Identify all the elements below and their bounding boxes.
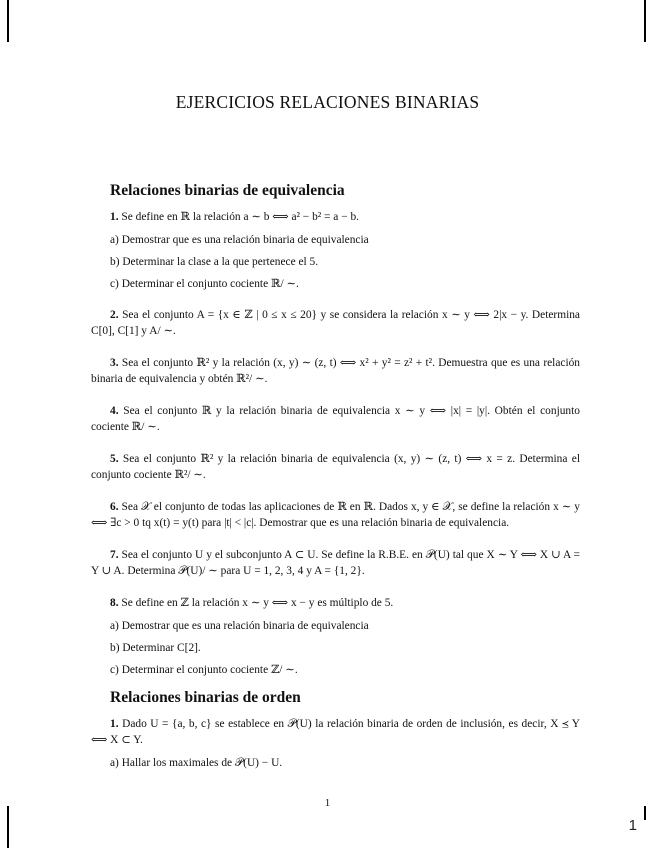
exercise-8-item-c: c) Determinar el conjunto cociente ℤ/ ∼. bbox=[110, 664, 298, 676]
exercise-text: Se define en ℝ la relación a ∼ b ⟺ a² − b² = a − b. bbox=[121, 211, 360, 223]
exercise-number: 8. bbox=[110, 597, 119, 609]
document-body bbox=[91, 181, 580, 777]
section-heading-equivalence: Relaciones binarias de equivalencia bbox=[110, 182, 345, 199]
exercise-6-statement bbox=[91, 499, 580, 531]
page-title: EJERCICIOS RELACIONES BINARIAS bbox=[175, 92, 480, 112]
crop-mark-bottom-left-vertical bbox=[7, 806, 9, 848]
exercise-1-item-a: a) Demostrar que es una relación binaria de equivalencia bbox=[110, 234, 369, 246]
exercise-1-item-b: b) Determinar la clase a la que pertenece el 5. bbox=[110, 256, 319, 268]
order-exercise-1-item-a: a) Hallar los maximales de 𝒫(U) − U. bbox=[110, 757, 283, 769]
exercise-text: Se define en ℤ la relación x ∼ y ⟺ x − y es múltiplo de 5. bbox=[121, 597, 394, 609]
exercise-text: Sea 𝒳 el conjunto de todas las aplicaciones de ℝ en ℝ. Dados x, y ∈ 𝒳, se define la relación x ∼ y ⟺ ∃c > 0 tq x(t) = y(t) para |t| < |c|. Demostrar que es una relación binaria de equivalencia. bbox=[91, 501, 580, 529]
exercise-text: Sea el conjunto ℝ² y la relación binaria de equivalencia (x, y) ∼ (z, t) ⟺ x = z. Determina el conjunto cociente ℝ²/ ∼. bbox=[91, 453, 580, 481]
exercise-text: Sea el conjunto ℝ² y la relación (x, y) ∼ (z, t) ⟺ x² + y² = z² + t². Demuestra que es una relación binaria de equivalencia y obtén ℝ²/ ∼. bbox=[91, 357, 580, 385]
exercise-3-statement bbox=[91, 355, 580, 387]
exercise-number: 2. bbox=[110, 309, 119, 321]
viewer-page-indicator: 1 bbox=[628, 817, 637, 834]
exercise-text: Sea el conjunto U y el subconjunto A ⊂ U. Se define la R.B.E. en 𝒫(U) tal que X ∼ Y ⟺ X ∪ A = Y ∪ A. Determina 𝒫(U)/ ∼ para U = 1, 2, 3, 4 y A = {1, 2}. bbox=[91, 549, 580, 577]
exercise-8-statement bbox=[91, 595, 580, 611]
exercise-8-item-a: a) Demostrar que es una relación binaria de equivalencia bbox=[110, 620, 369, 632]
exercise-text: Dado U = {a, b, c} se establece en 𝒫(U) la relación binaria de orden de inclusión, es decir, X ⪯ Y ⟺ X ⊂ Y. bbox=[91, 718, 580, 746]
exercise-text: Sea el conjunto ℝ y la relación binaria de equivalencia x ∼ y ⟺ |x| = |y|. Obtén el conjunto cociente ℝ/ ∼. bbox=[91, 405, 580, 433]
exercise-number: 6. bbox=[110, 501, 119, 513]
exercise-number: 3. bbox=[110, 357, 119, 369]
exercise-8-item-b: b) Determinar C[2]. bbox=[110, 642, 201, 654]
crop-mark-top-left-vertical bbox=[7, 0, 9, 42]
crop-mark-top-right-vertical bbox=[644, 0, 646, 42]
order-exercise-1-statement bbox=[91, 716, 580, 748]
exercise-1-item-c: c) Determinar el conjunto cociente ℝ/ ∼. bbox=[110, 278, 299, 290]
exercise-5-statement bbox=[91, 451, 580, 483]
exercise-number: 7. bbox=[110, 549, 119, 561]
exercise-text: Sea el conjunto A = {x ∈ ℤ | 0 ≤ x ≤ 20} y se considera la relación x ∼ y ⟺ 2|x − y. Determina C[0], C[1] y A/ ∼. bbox=[91, 309, 580, 337]
exercise-number: 4. bbox=[110, 405, 119, 417]
exercise-2-statement bbox=[91, 307, 580, 339]
exercise-number: 5. bbox=[110, 453, 119, 465]
exercise-number: 1. bbox=[110, 211, 119, 223]
exercise-7-statement bbox=[91, 547, 580, 579]
exercise-4-statement bbox=[91, 403, 580, 435]
section-heading-order: Relaciones binarias de orden bbox=[110, 689, 301, 706]
exercise-number: 1. bbox=[110, 718, 119, 730]
exercise-1-statement bbox=[91, 209, 580, 225]
page-number: 1 bbox=[324, 797, 331, 809]
